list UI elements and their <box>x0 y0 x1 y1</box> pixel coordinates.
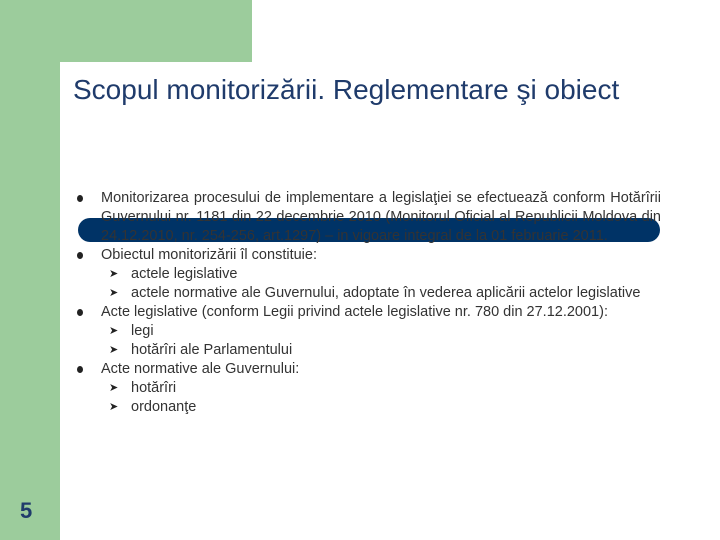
arrowhead-bullet-icon: ➤ <box>109 325 119 337</box>
bullet-item <box>75 246 661 265</box>
sub-bullet-item <box>75 265 661 284</box>
arrowhead-bullet-icon: ➤ <box>109 401 119 413</box>
sub-bullet-text: hotărîri <box>131 380 177 396</box>
bullet-dot-icon <box>77 195 83 202</box>
bullet-item <box>75 360 661 379</box>
bullet-dot-icon <box>77 252 83 259</box>
bullet-dot-icon <box>77 309 83 316</box>
sub-bullet-text: actele normative ale Guvernului, adoptate în vederea aplicării actelor legislative <box>131 285 641 301</box>
sub-bullet-text: actele legislative <box>131 266 238 282</box>
bullet-text: Acte normative ale Guvernului: <box>101 361 300 377</box>
sub-bullet-item <box>75 341 661 360</box>
bullet-list <box>75 189 661 417</box>
bullet-item <box>75 189 661 246</box>
arrowhead-bullet-icon: ➤ <box>109 344 119 356</box>
bullet-text: Monitorizarea procesului de implementare a legislaţiei se efectuează conform Hotărîrii Guvernului nr. 1181 din 22 decembrie 2010 (Monitorul Oficial al Republicii Moldova din 24.12.2010, nr. 254-256, art.1297) – in vigoare integral de la 01 februarie 2011. <box>101 190 661 244</box>
arrowhead-bullet-icon: ➤ <box>109 268 119 280</box>
slide-title: Scopul monitorizării. Reglementare şi obiect <box>73 74 620 105</box>
sub-bullet-item <box>75 284 661 303</box>
bullet-dot-icon <box>77 366 83 373</box>
bullet-item <box>75 303 661 322</box>
sub-bullet-text: ordonanţe <box>131 399 197 415</box>
arrowhead-bullet-icon: ➤ <box>109 287 119 299</box>
bullet-text: Acte legislative (conform Legii privind actele legislative nr. 780 din 27.12.2001): <box>101 304 608 320</box>
left-accent-band <box>0 0 60 540</box>
sub-bullet-item <box>75 398 661 417</box>
sub-bullet-item <box>75 322 661 341</box>
top-accent-band <box>0 0 252 62</box>
arrowhead-bullet-icon: ➤ <box>109 382 119 394</box>
page-number: 5 <box>20 498 33 523</box>
bullet-text: Obiectul monitorizării îl constituie: <box>101 247 317 263</box>
sub-bullet-text: legi <box>131 323 154 339</box>
sub-bullet-item <box>75 379 661 398</box>
sub-bullet-text: hotărîri ale Parlamentului <box>131 342 293 358</box>
